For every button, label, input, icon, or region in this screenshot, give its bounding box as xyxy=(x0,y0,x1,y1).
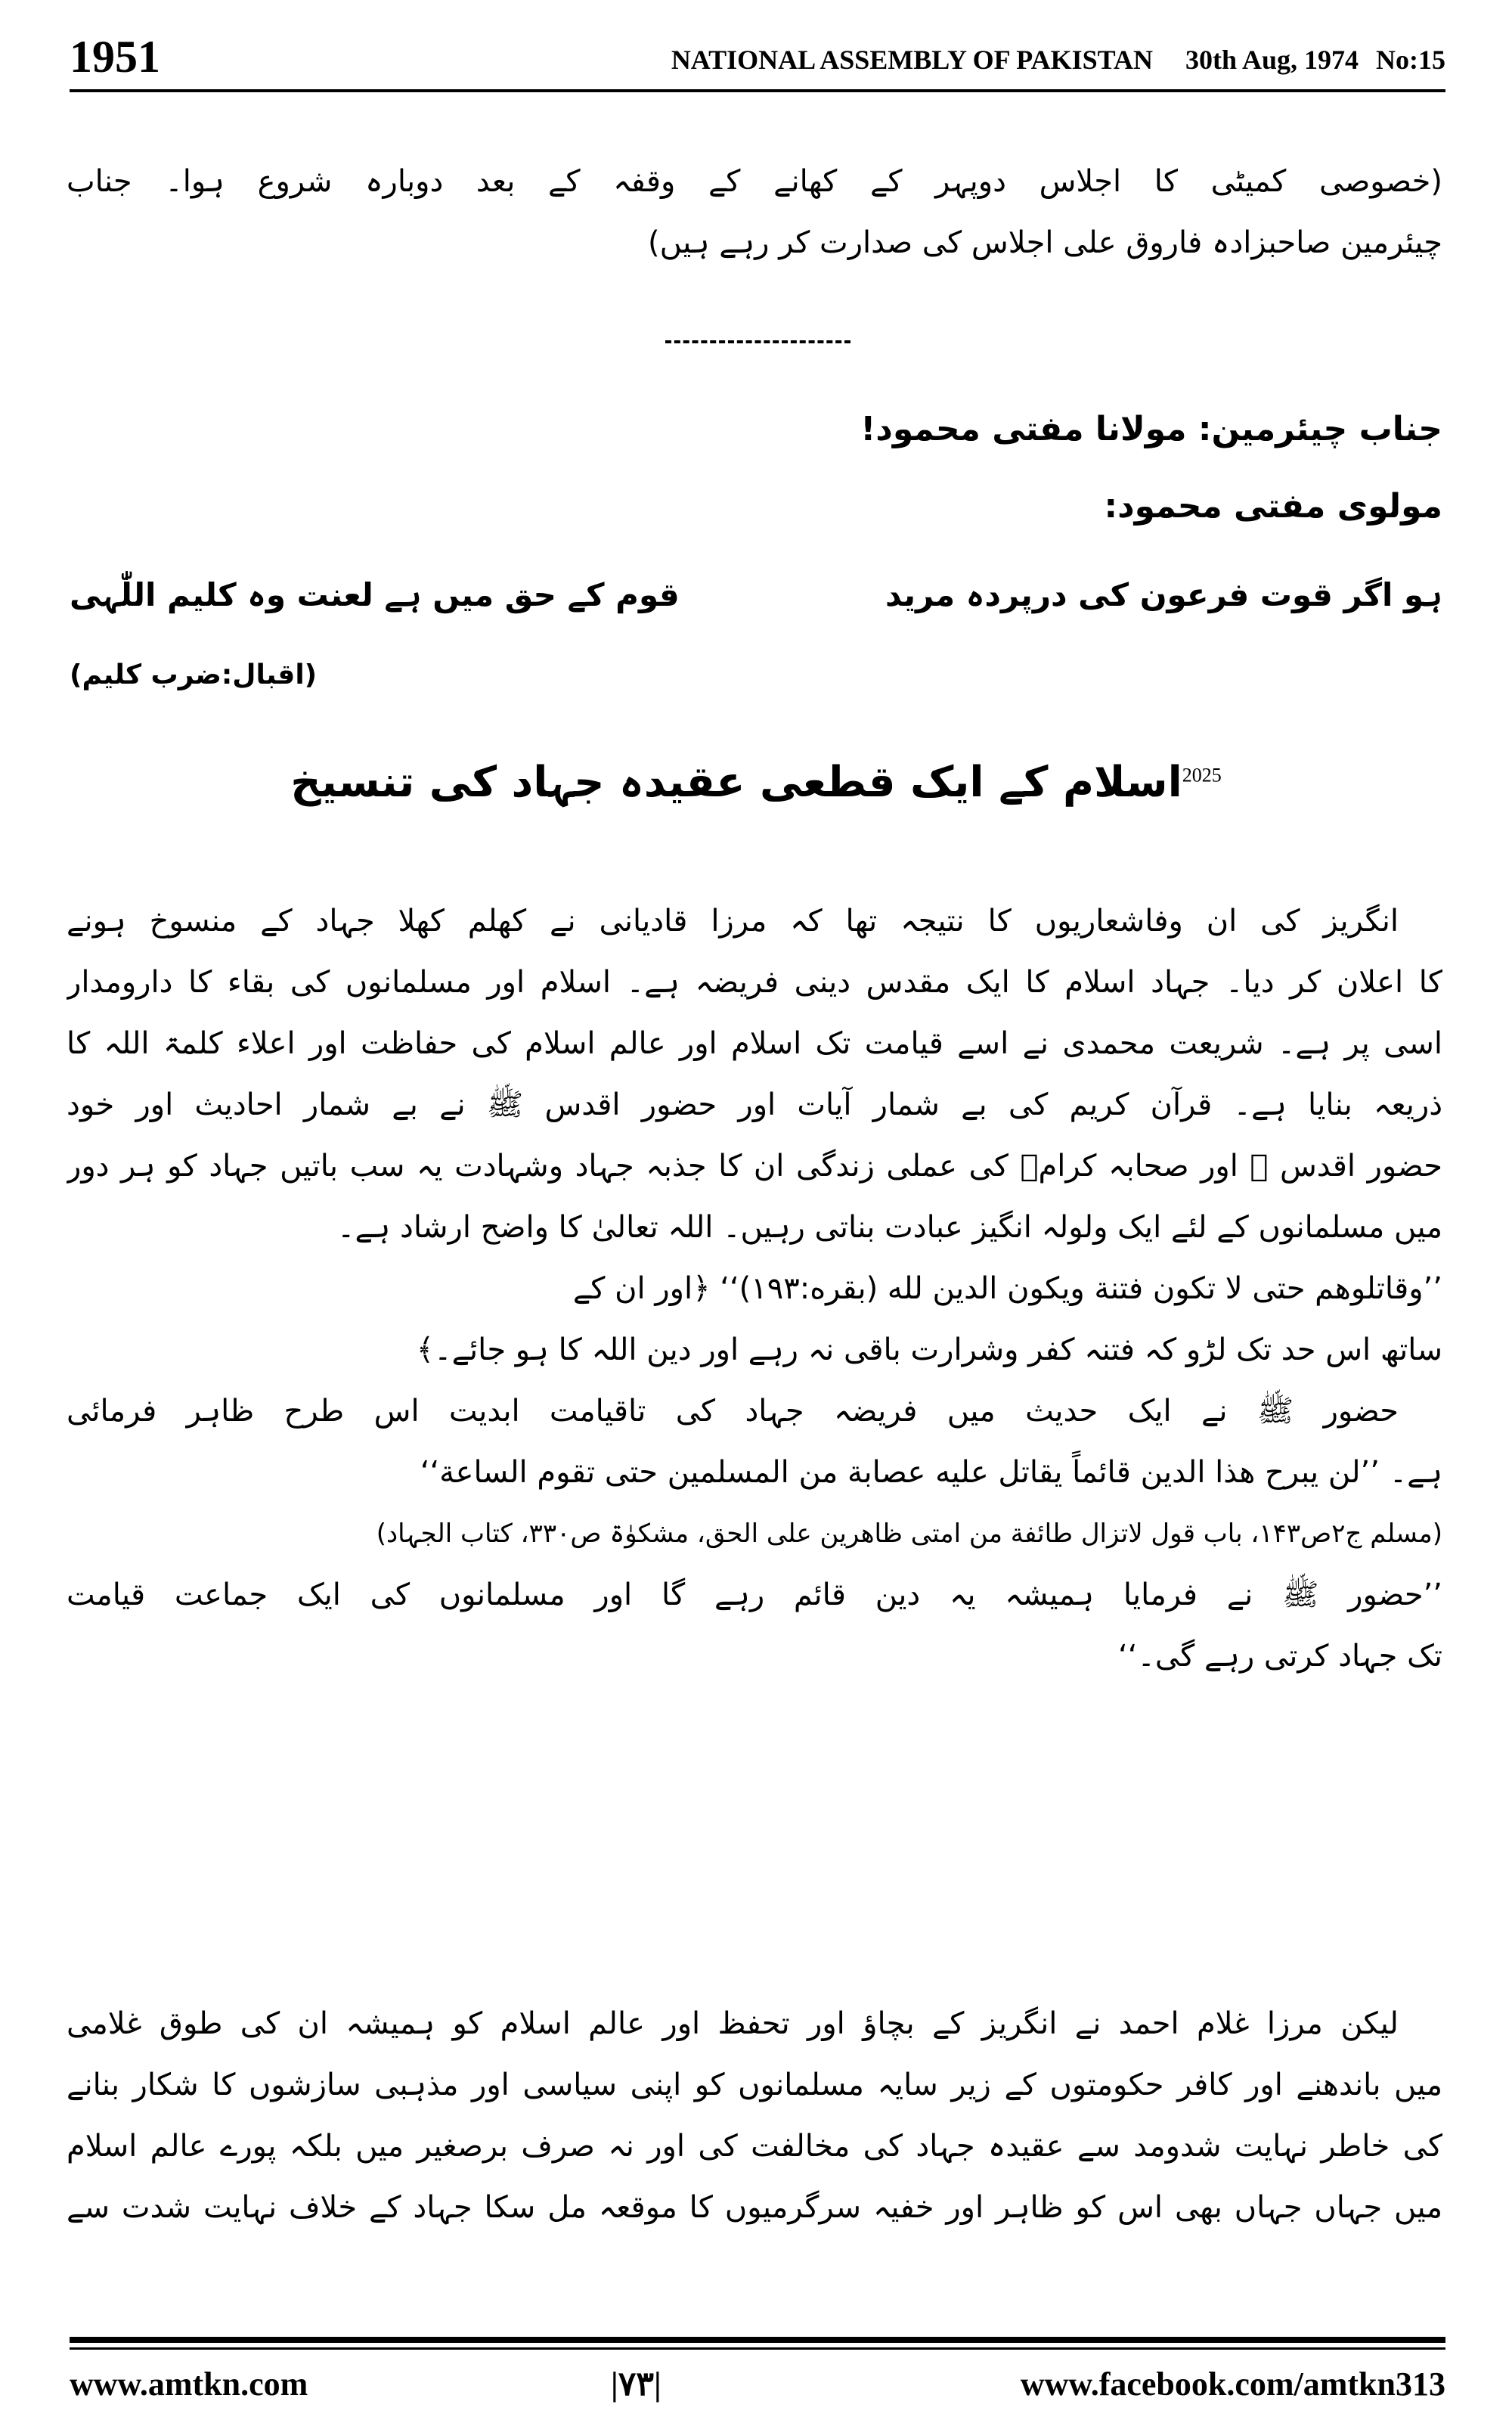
section-heading xyxy=(0,758,1512,807)
poem-hemistich-2: قوم کے حق میں ہے لعنت وہ کلیم اللّٰہی xyxy=(70,576,680,613)
intro-note-line: (خصوصی کمیٹی کا اجلاس دوپہر کے کھانے کے وقفہ کے بعد دوبارہ شروع ہوا۔ جناب xyxy=(67,164,1442,199)
intro-note-line: چیئرمین صاحبزادہ فاروق علی اجلاس کی صدارت کر رہے ہیں) xyxy=(648,225,1442,260)
publication-title: NATIONAL ASSEMBLY OF PAKISTAN xyxy=(671,45,1153,75)
section-separator xyxy=(665,340,850,343)
quran-translation-start: ﴿اور ان کے xyxy=(572,1271,711,1306)
footer-rule xyxy=(70,2337,1445,2343)
session-date: 30th Aug, 1974 xyxy=(1185,45,1359,75)
quran-verse xyxy=(67,1258,1442,1381)
paragraph-line: حضور اقدس ﷺ اور صحابہ کرامؓ کی عملی زندگی ان کا جذبہ جہاد وشہادت یہ سب باتیں جہاد کو ہر دور xyxy=(67,1149,1442,1184)
paragraph-1 xyxy=(67,891,1442,1258)
hadith-translation-line: تک جہاد کرتی رہے گی۔‘‘ xyxy=(1118,1639,1442,1674)
hadith-translation-line: ’’حضور ﷺ نے فرمایا ہمیشہ یہ دین قائم رہے گا اور مسلمانوں کی ایک جماعت قیامت xyxy=(67,1578,1442,1612)
header-rule xyxy=(70,89,1445,92)
quran-arabic: ’’وقاتلوهم حتى لا تكون فتنة ويكون الدين لله (بقره:۱۹۳)‘‘ xyxy=(720,1271,1442,1306)
paragraph-line: میں باندھنے اور کافر حکومتوں کے زیر سایہ مسلمانوں کو اپنی سیاسی اور مذہبی سازشوں کا شکار بنانے xyxy=(67,2068,1442,2102)
issue-number: No:15 xyxy=(1376,45,1445,75)
paragraph-line: میں مسلمانوں کے لئے ایک ولولہ انگیز عبادت بناتی رہیں۔ اللہ تعالیٰ کا واضح ارشاد ہے۔ xyxy=(337,1210,1442,1245)
paragraph-line: ذریعہ بنایا ہے۔ قرآن کریم کی بے شمار آیات اور حضور اقدس ﷺ نے بے شمار احادیث اور خود xyxy=(67,1087,1442,1122)
paragraph-line: میں جہاں جہاں بھی اس کو ظاہر اور خفیہ سرگرمیوں کا موقعہ مل سکا جہاد کے خلاف نہایت شدت سے xyxy=(67,2190,1442,2225)
facebook-link[interactable]: www.facebook.com/amtkn313 xyxy=(1020,2366,1445,2403)
page-header xyxy=(70,30,1445,91)
paragraph-2 xyxy=(67,1993,1442,2238)
folio-number: |۷۳| xyxy=(611,2366,662,2403)
page-number: 1951 xyxy=(70,32,160,82)
hadith-prefix: ہے۔ xyxy=(1389,1455,1442,1490)
website-link[interactable]: www.amtkn.com xyxy=(70,2366,308,2403)
poem-source: (اقبال:ضرب کلیم) xyxy=(70,659,318,690)
quran-translation: ساتھ اس حد تک لڑو کہ فتنہ کفر وشرارت باقی نہ رہے اور دین اللہ کا ہو جائے۔﴾ xyxy=(416,1333,1442,1367)
paragraph-line: کی خاطر نہایت شدومد سے عقیدہ جہاد کی مخالفت کی اور نہ صرف برصغیر میں بلکہ پورے عالم اسلام xyxy=(67,2129,1442,2164)
page-footer xyxy=(70,2358,1445,2411)
footer-rule-thin xyxy=(70,2347,1445,2350)
paragraph-line: اسی پر ہے۔ شریعت محمدی نے اسے قیامت تک اسلام اور عالم اسلام کی حفاظت اور اعلاء کلمۃ اللہ کا xyxy=(67,1026,1442,1061)
chairman-line: جناب چیئرمین: مولانا مفتی محمود! xyxy=(860,410,1442,448)
paragraph-line: کا اعلان کر دیا۔ جہاد اسلام کا ایک مقدس دینی فریضہ ہے۔ اسلام اور مسلمانوں کی بقاء کا دارومدار xyxy=(67,965,1442,1000)
paragraph-line: انگریز کی ان وفاشعاریوں کا نتیجہ تھا کہ مرزا قادیانی نے کھلم کھلا جہاد کے منسوخ ہونے xyxy=(67,904,1399,939)
hadith-intro: حضور ﷺ نے ایک حدیث میں فریضہ جہاد کی تاقیامت ابدیت اس طرح ظاہر فرمائی xyxy=(67,1394,1399,1429)
hadith-citation: (مسلم ج۲ص۱۴۳، باب قول لاتزال طائفة من امتى ظاهرين على الحق، مشکوٰۃ ص۳۳۰، کتاب الجہاد) xyxy=(376,1519,1442,1549)
speaker-label: مولوی مفتی محمود: xyxy=(1104,487,1442,526)
hadith-section xyxy=(67,1381,1442,1687)
poem-hemistich-1: ہو اگر قوت فرعون کی درپردہ مرید xyxy=(885,576,1442,613)
hadith-line xyxy=(67,1442,1442,1503)
paragraph-line: لیکن مرزا غلام احمد نے انگریز کے بچاؤ اور تحفظ اور عالم اسلام کو ہمیشہ ان کی طوق غلامی xyxy=(67,2006,1399,2041)
quran-line xyxy=(67,1258,1442,1320)
footnote-mark: 2025 xyxy=(1182,764,1222,786)
running-head xyxy=(646,41,1445,79)
intro-note xyxy=(67,151,1442,274)
hadith-arabic: ’’لن يبرح هذا الدين قائماً يقاتل عليه عصابة من المسلمين حتى تقوم الساعة‘‘ xyxy=(420,1455,1380,1490)
section-heading-text: اسلام کے ایک قطعی عقیدہ جہاد کی تنسیخ xyxy=(290,758,1182,807)
